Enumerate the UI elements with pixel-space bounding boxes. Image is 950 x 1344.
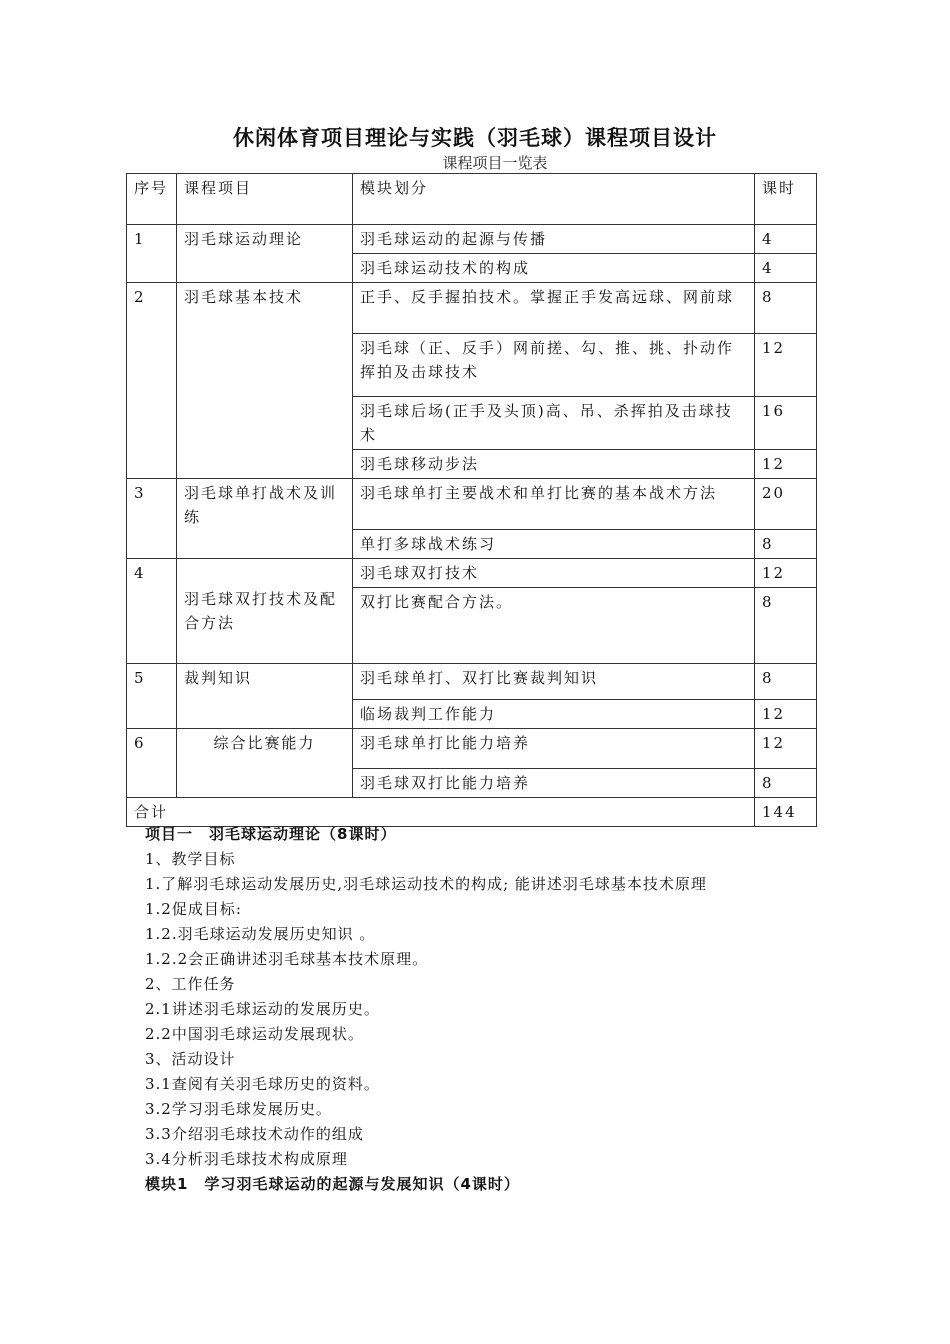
- hours-cell: 8: [755, 530, 817, 559]
- hours-cell: 8: [755, 283, 817, 334]
- table-row: [127, 479, 817, 530]
- table-caption: 课程项目一览表: [442, 154, 548, 172]
- header-hours: 课时: [755, 174, 817, 225]
- hours-cell: 12: [755, 450, 817, 479]
- hours-cell: 12: [755, 700, 817, 729]
- body-line: 1、教学目标: [145, 850, 236, 868]
- hours-cell: 8: [755, 588, 817, 664]
- seq-cell: 6: [127, 729, 177, 798]
- table-row: [127, 283, 817, 334]
- table-row: [127, 664, 817, 700]
- document-title: 休闲体育项目理论与实践（羽毛球）课程项目设计: [233, 126, 717, 150]
- hours-cell: 16: [755, 397, 817, 450]
- seq-cell: 2: [127, 283, 177, 479]
- module-cell: 羽毛球单打主要战术和单打比赛的基本战术方法: [353, 479, 755, 530]
- module-cell: 羽毛球移动步法: [353, 450, 755, 479]
- hours-cell: 12: [755, 334, 817, 397]
- body-line: 3.4分析羽毛球技术构成原理: [145, 1150, 348, 1168]
- project-cell: 裁判知识: [177, 664, 353, 729]
- section-heading: 项目一 羽毛球运动理论（8课时）: [145, 825, 397, 843]
- seq-cell: 5: [127, 664, 177, 729]
- table-row: [127, 559, 817, 588]
- hours-cell: 8: [755, 664, 817, 700]
- header-project: 课程项目: [177, 174, 353, 225]
- body-line: 1.2.2会正确讲述羽毛球基本技术原理。: [145, 950, 429, 968]
- body-line: 1.2促成目标:: [145, 900, 242, 918]
- module-cell: 羽毛球单打比能力培养: [353, 729, 755, 769]
- module-heading: 模块1 学习羽毛球运动的起源与发展知识（4课时）: [145, 1175, 520, 1193]
- project-cell: 综合比赛能力: [177, 729, 353, 798]
- hours-cell: 12: [755, 559, 817, 588]
- table-row: [127, 225, 817, 254]
- module-cell: 羽毛球单打、双打比赛裁判知识: [353, 664, 755, 700]
- body-line: 1.了解羽毛球运动发展历史,羽毛球运动技术的构成; 能讲述羽毛球基本技术原理: [145, 875, 707, 893]
- body-line: 1.2.羽毛球运动发展历史知识 。: [145, 925, 376, 943]
- project-cell: 羽毛球基本技术: [177, 283, 353, 479]
- body-line: 3.3介绍羽毛球技术动作的组成: [145, 1125, 364, 1143]
- body-line: 2.1讲述羽毛球运动的发展历史。: [145, 1000, 380, 1018]
- hours-cell: 20: [755, 479, 817, 530]
- header-module: 模块划分: [353, 174, 755, 225]
- total-hours: 144: [755, 798, 817, 827]
- project-cell: 羽毛球单打战术及训练: [177, 479, 353, 559]
- body-line: 3、活动设计: [145, 1050, 236, 1068]
- body-line: 2.2中国羽毛球运动发展现状。: [145, 1025, 364, 1043]
- body-line: 3.2学习羽毛球发展历史。: [145, 1100, 332, 1118]
- module-cell: 羽毛球双打技术: [353, 559, 755, 588]
- body-section: [145, 822, 845, 1197]
- module-cell: 单打多球战术练习: [353, 530, 755, 559]
- seq-cell: 4: [127, 559, 177, 664]
- project-cell: 羽毛球双打技术及配合方法: [177, 559, 353, 664]
- seq-cell: 1: [127, 225, 177, 283]
- seq-cell: 3: [127, 479, 177, 559]
- hours-cell: 4: [755, 254, 817, 283]
- total-label: 合计: [127, 798, 755, 827]
- module-cell: 羽毛球后场(正手及头顶)高、吊、杀挥拍及击球技术: [353, 397, 755, 450]
- module-cell: 双打比赛配合方法。: [353, 588, 755, 664]
- module-cell: 羽毛球（正、反手）网前搓、勾、推、挑、扑动作挥拍及击球技术: [353, 334, 755, 397]
- table-header-row: [127, 174, 817, 225]
- header-seq: 序号: [127, 174, 177, 225]
- hours-cell: 8: [755, 769, 817, 798]
- module-cell: 正手、反手握拍技术。掌握正手发高远球、网前球: [353, 283, 755, 334]
- body-line: 2、工作任务: [145, 975, 236, 993]
- body-line: 3.1查阅有关羽毛球历史的资料。: [145, 1075, 380, 1093]
- module-cell: 羽毛球双打比能力培养: [353, 769, 755, 798]
- course-table: [126, 173, 817, 827]
- module-cell: 羽毛球运动技术的构成: [353, 254, 755, 283]
- hours-cell: 12: [755, 729, 817, 769]
- module-cell: 羽毛球运动的起源与传播: [353, 225, 755, 254]
- module-cell: 临场裁判工作能力: [353, 700, 755, 729]
- table-row: [127, 729, 817, 769]
- project-cell: 羽毛球运动理论: [177, 225, 353, 283]
- hours-cell: 4: [755, 225, 817, 254]
